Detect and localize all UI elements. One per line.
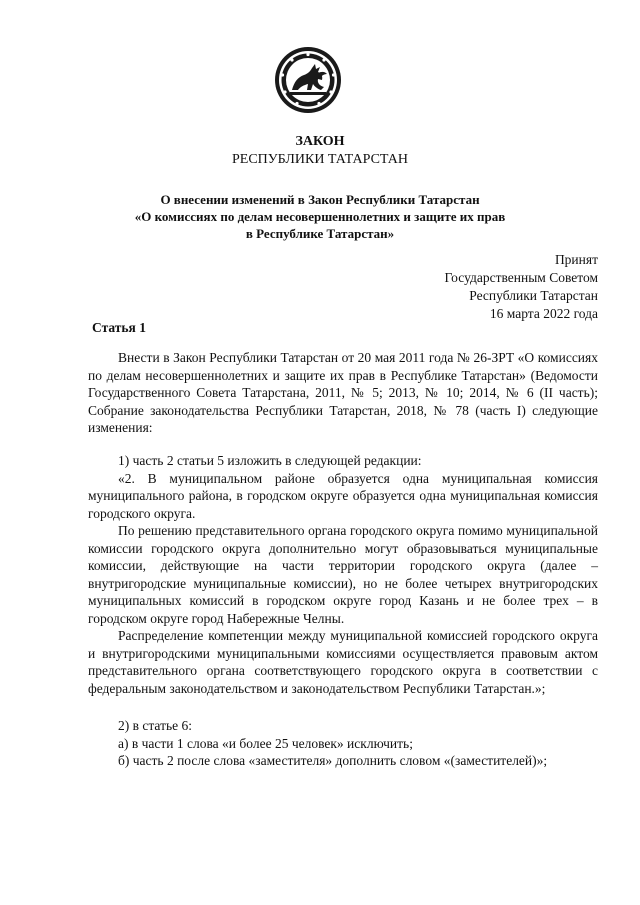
item-2-subitem-b: б) часть 2 после слова «заместителя» дополнить словом «(заместителей)»;	[118, 753, 548, 768]
item-1-paragraph-2: По решению представительного органа городского округа помимо муниципальной комиссии городского округа дополнительно могут образовываться муниципальные комиссии, действующие на части территории городского округа (далее – внутригородские муниципальные комиссии), но не более четырех внутригородских муниципальных комиссий в городском округе город Казань и не более трех – в городском округе город Набережные Челны.	[88, 523, 598, 626]
item-1-paragraph-3: Распределение компетенции между муниципальной комиссией городского округа и внутригородскими муниципальными комиссиями осуществляется правовым актом представительного органа соответствующего городского округа в соответствии с федеральным законодательством и законодательством Республики Татарстан.»;	[88, 628, 598, 696]
item-2-lead: 2) в статье 6:	[118, 718, 192, 733]
item-1-lead: 1) часть 2 статьи 5 изложить в следующей редакции:	[118, 453, 422, 468]
article-heading: Статья 1	[92, 320, 146, 335]
accepted-line-2: Государственным Советом	[444, 270, 598, 285]
law-type: ЗАКОН	[295, 134, 345, 149]
tatarstan-coat-of-arms-icon	[274, 46, 342, 114]
article-intro-block	[88, 349, 598, 437]
item-1-paragraph-1: «2. В муниципальном районе образуется одна муниципальная комиссия муниципального района, в городском округе образуется одна муниципальная комиссия городского округа.	[88, 470, 598, 521]
item-1-block	[88, 452, 598, 697]
subject-line-1: О внесении изменений в Закон Республики Татарстан	[160, 192, 480, 207]
accepted-line-1: Принят	[554, 252, 598, 267]
accepted-date: 16 марта 2022 года	[489, 306, 598, 321]
accepted-line-3: Республики Татарстан	[469, 288, 598, 303]
article-intro: Внести в Закон Республики Татарстан от 20 мая 2011 года № 26-ЗРТ «О комиссиях по делам несовершеннолетних и защите их прав в Республике Татарстан» (Ведомости Государственного Совета Татарстана, 2011, № 5; 2013, № 10; 2014, № 6 (II часть); Собрание законодательства Республики Татарстан, 2018, № 78 (часть I) следующие изменения:	[88, 350, 598, 435]
law-subject	[40, 191, 600, 242]
subject-line-2: «О комиссиях по делам несовершеннолетних и защите их прав	[134, 209, 506, 224]
item-2-subitem-a: а) в части 1 слова «и более 25 человек» исключить;	[118, 735, 413, 751]
law-issuer: РЕСПУБЛИКИ ТАТАРСТАН	[231, 152, 408, 167]
law-title	[0, 133, 640, 169]
item-2-block	[88, 717, 598, 770]
subject-line-3: в Республике Татарстан»	[245, 226, 395, 241]
acceptance-block	[445, 251, 598, 323]
